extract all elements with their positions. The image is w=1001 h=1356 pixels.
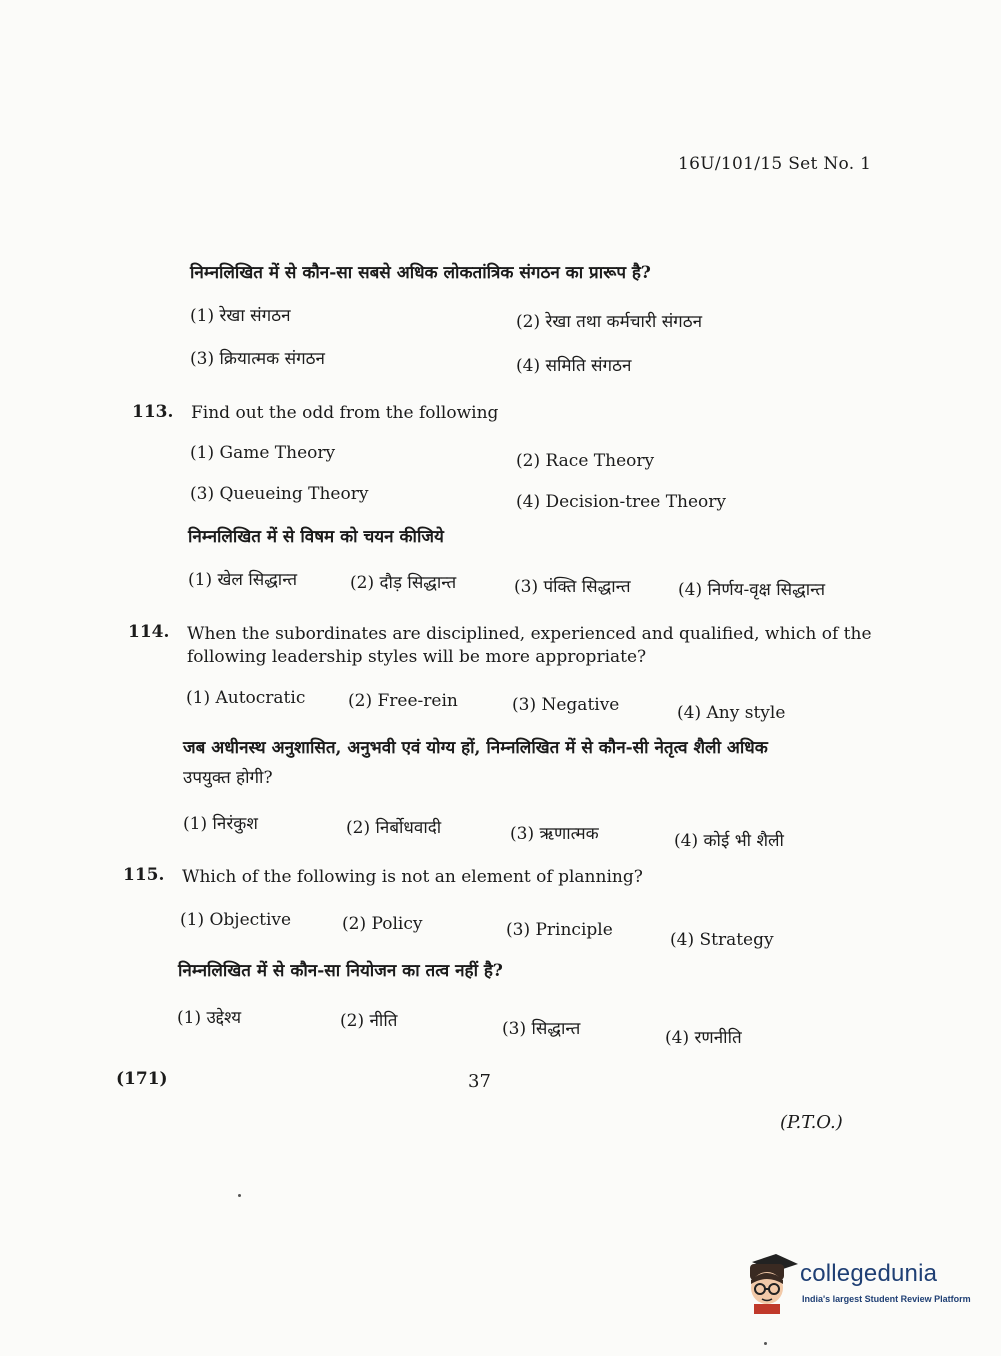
set-number: 16U/101/15 Set No. 1 <box>678 154 872 174</box>
q115-option-4-en: (4) Strategy <box>670 930 774 950</box>
q115-option-1-hi: (1) उद्देश्य <box>177 1008 242 1028</box>
q114-option-1-en: (1) Autocratic <box>186 688 306 708</box>
q112-option-4: (4) समिति संगठन <box>516 356 632 376</box>
q112-option-3: (3) क्रियात्मक संगठन <box>190 349 325 369</box>
q114-question-en-line2: following leadership styles will be more appropriate? <box>187 647 647 667</box>
q114-number: 114. <box>128 622 170 642</box>
q113-option-1-en: (1) Game Theory <box>190 443 336 463</box>
q112-option-2: (2) रेखा तथा कर्मचारी संगठन <box>516 312 703 332</box>
q113-option-3-en: (3) Queueing Theory <box>190 484 369 504</box>
q115-option-2-en: (2) Policy <box>342 914 423 934</box>
q115-number: 115. <box>123 865 165 885</box>
q113-option-2-en: (2) Race Theory <box>516 451 655 471</box>
watermark-brand: collegedunia <box>800 1260 938 1287</box>
q113-option-3-hi: (3) पंक्ति सिद्धान्त <box>514 577 631 597</box>
q115-question-en: Which of the following is not an element of planning? <box>182 867 643 887</box>
watermark-tagline: India's largest Student Review Platform <box>802 1294 971 1304</box>
scan-speck <box>238 1194 241 1197</box>
q113-number: 113. <box>132 402 174 422</box>
q113-question-en: Find out the odd from the following <box>191 403 499 423</box>
scan-speck <box>764 1342 767 1345</box>
q114-option-1-hi: (1) निरंकुश <box>183 814 258 834</box>
q115-option-1-en: (1) Objective <box>180 910 292 930</box>
q115-option-3-hi: (3) सिद्धान्त <box>502 1019 581 1039</box>
paper-code: (171) <box>116 1069 168 1089</box>
q115-option-3-en: (3) Principle <box>506 920 613 940</box>
q114-question-en-line1: When the subordinates are disciplined, experienced and qualified, which of the <box>187 624 872 644</box>
q114-option-4-en: (4) Any style <box>677 703 786 723</box>
q114-option-3-en: (3) Negative <box>512 695 620 715</box>
q113-option-4-en: (4) Decision-tree Theory <box>516 492 727 512</box>
collegedunia-watermark <box>742 1254 972 1318</box>
please-turn-over: (P.T.O.) <box>780 1112 843 1133</box>
q114-option-4-hi: (4) कोई भी शैली <box>674 831 784 851</box>
q114-question-hi-line1: जब अधीनस्थ अनुशासित, अनुभवी एवं योग्य हों, निम्नलिखित में से कौन-सी नेतृत्व शैली अधिक <box>183 738 768 758</box>
page-number: 37 <box>468 1071 491 1092</box>
q114-question-hi-line2: उपयुक्त होगी? <box>183 768 273 788</box>
q115-option-2-hi: (2) नीति <box>340 1011 398 1031</box>
q114-option-3-hi: (3) ऋणात्मक <box>510 824 599 844</box>
q113-question-hi: निम्नलिखित में से विषम को चयन कीजिये <box>188 527 444 547</box>
student-mascot-icon <box>742 1254 798 1314</box>
q114-option-2-en: (2) Free-rein <box>348 691 458 711</box>
q113-option-2-hi: (2) दौड़ सिद्धान्त <box>350 573 457 593</box>
q115-option-4-hi: (4) रणनीति <box>665 1028 742 1048</box>
q114-option-2-hi: (2) निर्बोधवादी <box>346 818 442 838</box>
q113-option-1-hi: (1) खेल सिद्धान्त <box>188 570 298 590</box>
q115-question-hi: निम्नलिखित में से कौन-सा नियोजन का तत्व नहीं है? <box>178 961 503 981</box>
q112-option-1: (1) रेखा संगठन <box>190 306 291 326</box>
q112-question-hi: निम्नलिखित में से कौन-सा सबसे अधिक लोकतांत्रिक संगठन का प्रारूप है? <box>190 263 651 283</box>
q113-option-4-hi: (4) निर्णय-वृक्ष सिद्धान्त <box>678 580 826 600</box>
